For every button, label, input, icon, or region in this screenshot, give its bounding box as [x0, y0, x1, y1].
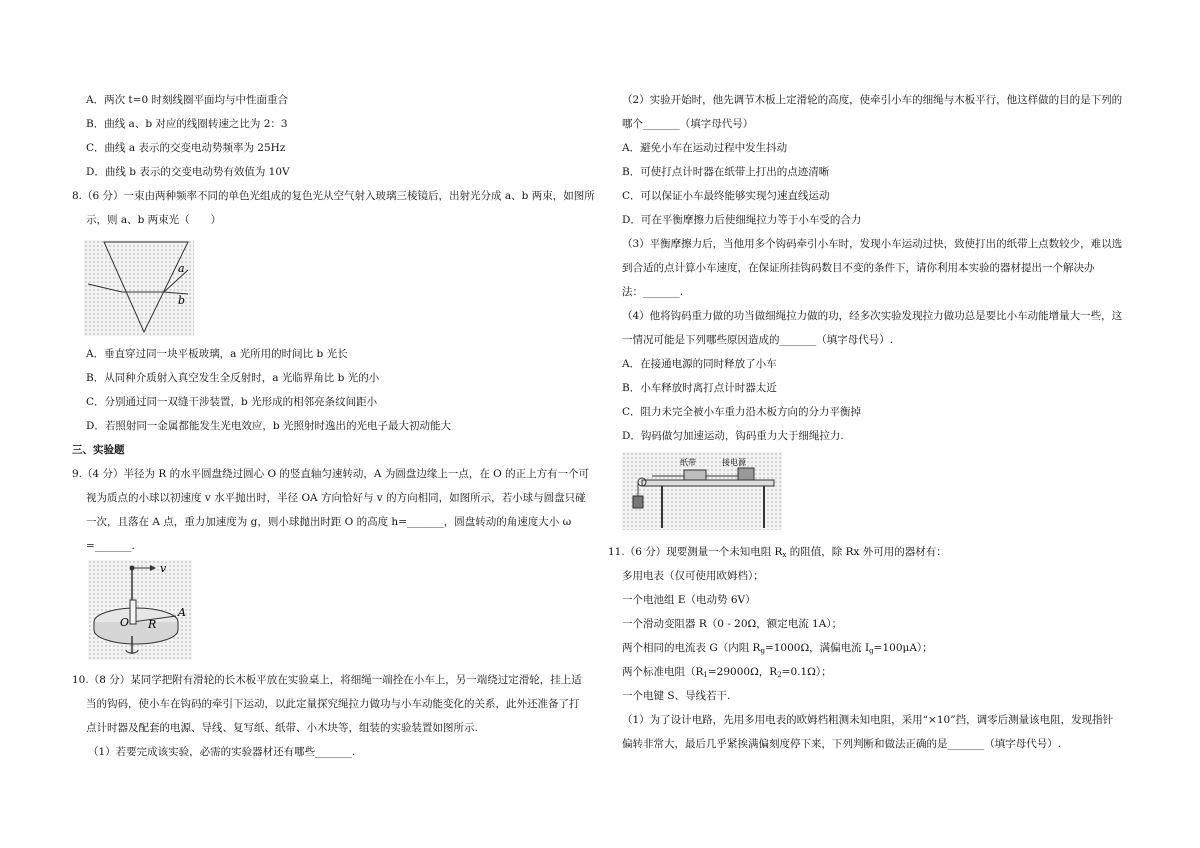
apparatus-label-tape: 纸带 [680, 458, 696, 467]
q10-sub2-option-b: B．可使打点计时器在纸带上打出的点迹清晰 [622, 166, 830, 178]
q10-sub3-line3: 法：_______. [622, 286, 684, 298]
q9-stem-line1: 9.（4 分）半径为 R 的水平圆盘绕过圆心 O 的竖直轴匀速转动，A 为圆盘边缘上一点，在 O 的正上方有一个可 [72, 468, 590, 480]
q10-sub2-option-a: A．避免小车在运动过程中发生抖动 [622, 142, 788, 154]
q11-stem-post: 的阻值，除 Rx 外可用的器材有： [786, 546, 947, 558]
q8-option-b: B．从同种介质射入真空发生全反射时，a 光临界角比 b 光的小 [86, 372, 380, 384]
q11-stem [608, 540, 947, 564]
q10-sub4-option-d: D．钩码做匀加速运动，钩码重力大于细绳拉力. [622, 430, 844, 442]
q10-sub1: （1）若要完成该实验，必需的实验器材还有哪些_______. [88, 746, 356, 758]
q11-item-resistors [622, 660, 832, 684]
q11-stem-sub: x [782, 551, 787, 559]
q11-item-multimeter: 多用电表（仅可使用欧姆档）； [622, 570, 764, 582]
q8-stem-line1: 8.（6 分）一束由两种频率不同的单色光组成的复色光从空气射入玻璃三棱镜后，出射光分成 a、b 两束，如图所 [72, 190, 595, 202]
q10-sub2-line1: （2）实验开始时，他先调节木板上定滑轮的高度，使牵引小车的细绳与木板平行，他这样做的目的是下列的 [622, 94, 1123, 106]
q11-item-switch: 一个电键 S、导线若干. [622, 690, 731, 702]
q8-option-d: D．若照射同一金属都能发生光电效应，b 光照射时逸出的光电子最大初动能大 [86, 420, 451, 432]
disk-label-a: A [178, 606, 186, 619]
q10-sub4-option-b: B．小车释放时离打点计时器太近 [622, 382, 777, 394]
q11-item-battery: 一个电池组 E（电动势 6V） [622, 594, 756, 606]
q11-item4-sub1: g [760, 647, 765, 655]
disk-label-o: O [120, 616, 130, 629]
section-heading-experiments: 三、实验题 [72, 444, 125, 456]
q10-stem-line3: 点计时器及配套的电源、导线、复写纸、纸带、小木块等，组装的实验装置如图所示. [86, 722, 478, 734]
q11-item4-b: =1000Ω，满偏电流 I [764, 642, 870, 654]
q11-item5-a: 两个标准电阻（R [622, 666, 704, 678]
q9-stem-line4: =_______. [86, 540, 135, 552]
q11-item4-a: 两个相同的电流表 G（内阻 R [622, 642, 761, 654]
q7-option-d: D．曲线 b 表示的交变电动势有效值为 10V [86, 166, 290, 178]
q10-sub4-option-a: A．在接通电源的同时释放了小车 [622, 358, 777, 370]
q11-sub1-line1: （1）为了设计电路，先用多用电表的欧姆档粗测未知电阻，采用“×10”挡，调零后测量该电阻，发现指针 [622, 714, 1114, 726]
q11-item5-sub1: 1 [703, 671, 708, 679]
q11-item4-sub2: g [869, 647, 874, 655]
q7-option-c: C．曲线 a 表示的交变电动势频率为 25Hz [86, 142, 286, 154]
q11-item4-c: =100μA）； [873, 642, 933, 654]
q11-sub1-line2: 偏转非常大，最后几乎紧挨满偏刻度停下来，下列判断和做法正确的是_______（填字母代号）. [622, 738, 1062, 750]
cart-apparatus-figure [622, 452, 782, 530]
q10-sub2-line2: 哪个_______（填字母代号） [622, 118, 754, 130]
q10-sub3-line1: （3）平衡摩擦力后，当他用多个钩码牵引小车时，发现小车运动过快，致使打出的纸带上点数较少，难以选 [622, 238, 1123, 250]
prism-figure [84, 240, 194, 336]
q7-option-a: A．两次 t=0 时刻线圈平面均与中性面重合 [86, 94, 288, 106]
q10-sub2-option-d: D．可在平衡摩擦力后使细绳拉力等于小车受的合力 [622, 214, 862, 226]
q11-item-rheostat: 一个滑动变阻器 R（0 - 20Ω，额定电流 1A）； [622, 618, 843, 630]
q9-stem-line3: 一次，且落在 A 点，重力加速度为 g，则小球抛出时距 O 的高度 h=_______，圆盘转动的角速度大小 ω [86, 516, 572, 528]
q10-sub2-option-c: C．可以保证小车最终能够实现匀速直线运动 [622, 190, 830, 202]
q11-item5-sub2: 2 [777, 671, 782, 679]
disk-figure [88, 560, 192, 660]
q11-item5-c: =0.1Ω）； [781, 666, 832, 678]
q11-item-ammeter [622, 636, 933, 660]
q8-stem-line2: 示，则 a、b 两束光（ ） [86, 214, 222, 226]
q10-sub4-line1: （4）他将钩码重力做的功当做细绳拉力做的功，经多次实验发现拉力做功总是要比小车动能增量大一些，这 [622, 310, 1123, 322]
prism-label-a: a [178, 262, 185, 275]
q8-option-c: C．分别通过同一双缝干涉装置，b 光形成的相邻亮条纹间距小 [86, 396, 378, 408]
disk-label-r: R [148, 618, 157, 631]
q10-sub4-line2: 一情况可能是下列哪些原因造成的_______（填字母代号）. [622, 334, 894, 346]
q11-item5-b: =29000Ω，R [707, 666, 778, 678]
q10-stem-line2: 当的钩码，使小车在钩码的牵引下运动，以此定量探究绳拉力做功与小车动能变化的关系，此外还准备了打 [86, 698, 580, 710]
apparatus-label-power: 接电源 [722, 458, 746, 467]
q9-stem-line2: 视为质点的小球以初速度 v 水平抛出时，半径 OA 方向恰好与 v 的方向相同，如图所示，若小球与圆盘只碰 [86, 492, 586, 504]
q10-sub3-line2: 到合适的点计算小车速度，在保证所挂钩码数目不变的条件下，请你利用本实验的器材提出一个解决办 [622, 262, 1095, 274]
prism-label-b: b [178, 294, 186, 307]
q11-stem-pre: 11.（6 分）现要测量一个未知电阻 R [608, 546, 783, 558]
q10-sub4-option-c: C．阻力未完全被小车重力沿木板方向的分力平衡掉 [622, 406, 862, 418]
q8-option-a: A．垂直穿过同一块平板玻璃，a 光所用的时间比 b 光长 [86, 348, 348, 360]
q7-option-b: B．曲线 a、b 对应的线圈转速之比为 2：3 [86, 118, 288, 130]
q10-stem-line1: 10.（8 分）某同学把附有滑轮的长木板平放在实验桌上，将细绳一端拴在小车上，另一端绕过定滑轮，挂上适 [72, 674, 582, 686]
disk-label-v: v [160, 562, 167, 575]
